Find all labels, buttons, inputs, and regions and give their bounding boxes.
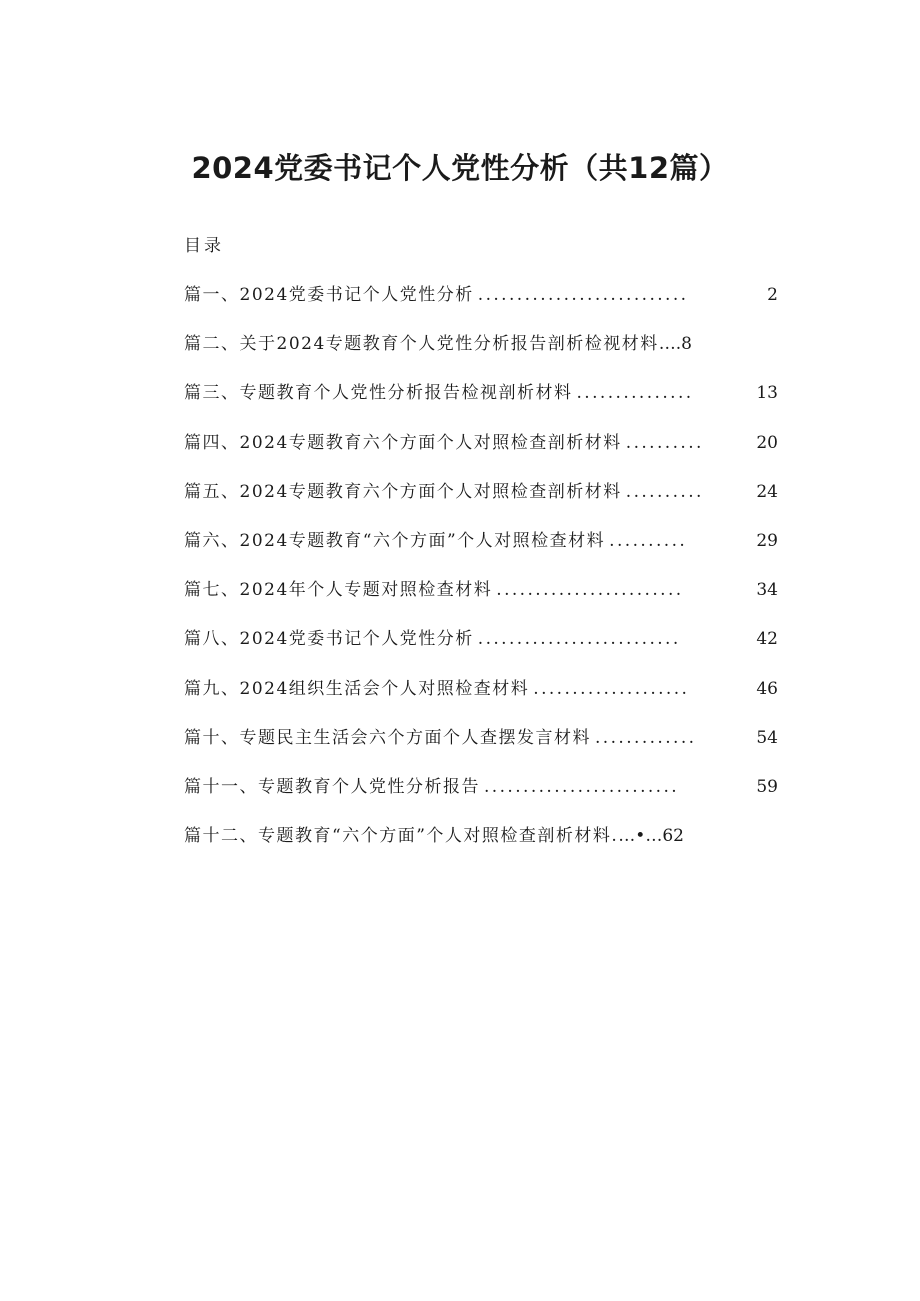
toc-entry[interactable]: [184, 280, 778, 329]
toc-entry-title: 篇八、2024党委书记个人党性分析: [184, 629, 474, 650]
toc-page-number: 13: [756, 383, 778, 404]
toc-page-number: 29: [756, 530, 778, 551]
toc-entry[interactable]: [184, 428, 778, 477]
toc-page-number: 59: [756, 776, 778, 797]
toc-entry[interactable]: [184, 674, 778, 723]
toc-page-number: …•…62: [618, 826, 684, 847]
toc-entry[interactable]: [184, 575, 778, 624]
toc-entry-title: 篇十一、专题教育个人党性分析报告: [184, 776, 480, 797]
toc-leader-dots: .........................: [484, 776, 680, 797]
toc-leader-dots: ....................: [533, 678, 690, 699]
toc-leader-dots: ..........: [625, 432, 704, 453]
toc-entry-title: 篇十、专题民主生活会六个方面个人查摆发言材料: [184, 727, 591, 748]
toc-entry[interactable]: [184, 477, 778, 526]
toc-leader-dots: ..........: [625, 481, 704, 502]
toc-page-number: ….8: [658, 334, 692, 355]
toc-page-number: 24: [756, 481, 778, 502]
toc-leader-dots: ..........................: [477, 629, 681, 650]
toc-heading: 目录: [184, 236, 224, 256]
toc-leader-dots: ...............: [576, 383, 694, 404]
toc-entry-title: 篇七、2024年个人专题对照检查材料: [184, 580, 493, 601]
toc-leader-dots: ........................: [496, 580, 684, 601]
toc-entry[interactable]: [184, 723, 778, 772]
toc-entry[interactable]: [184, 624, 778, 673]
toc-entry-title: 篇十二、专题教育“六个方面”个人对照检查剖析材料.: [184, 826, 619, 847]
toc-entry-title: 篇三、专题教育个人党性分析报告检视剖析材料: [184, 383, 573, 404]
toc-entry[interactable]: [184, 526, 778, 575]
toc-page-number: 2: [767, 285, 778, 305]
toc-entry-title: 篇二、关于2024专题教育个人党性分析报告剖析检视材料: [184, 334, 659, 355]
toc-page-number: 46: [756, 678, 778, 699]
toc-page-number: 34: [756, 580, 778, 601]
toc-entry[interactable]: [184, 378, 778, 427]
toc-entry-title: 篇九、2024组织生活会个人对照检查材料: [184, 678, 530, 699]
toc-entry[interactable]: [184, 821, 778, 870]
toc-leader-dots: ...........................: [477, 285, 689, 305]
toc-entry[interactable]: [184, 772, 778, 821]
table-of-contents: [184, 280, 778, 870]
toc-page-number: 20: [756, 432, 778, 453]
toc-entry-title: 篇一、2024党委书记个人党性分析: [184, 285, 474, 305]
toc-entry[interactable]: [184, 329, 778, 378]
toc-entry-title: 篇五、2024专题教育六个方面个人对照检查剖析材料: [184, 481, 622, 502]
toc-page-number: 54: [756, 727, 778, 748]
toc-page-number: 42: [756, 629, 778, 650]
page-title: 2024党委书记个人党性分析（共12篇）: [191, 151, 729, 185]
toc-leader-dots: ..........: [609, 530, 688, 551]
toc-leader-dots: .............: [595, 727, 697, 748]
toc-entry-title: 篇六、2024专题教育“六个方面”个人对照检查材料: [184, 530, 606, 551]
toc-entry-title: 篇四、2024专题教育六个方面个人对照检查剖析材料: [184, 432, 622, 453]
